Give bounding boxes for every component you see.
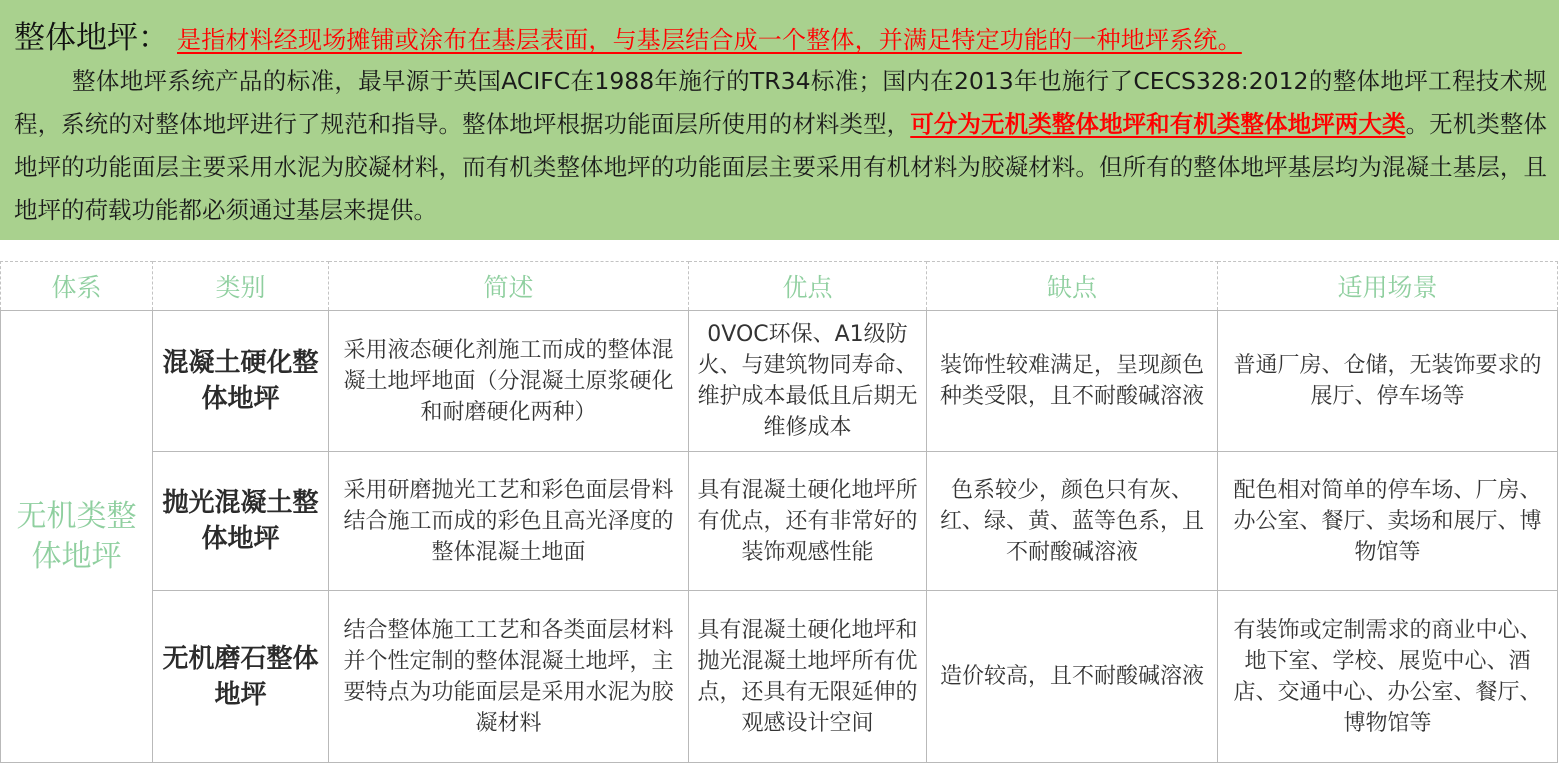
disadvantages-cell: 造价较高，且不耐酸碱溶液	[927, 591, 1218, 763]
header-description: 简述	[329, 262, 689, 311]
intro-panel	[0, 0, 1559, 240]
disadvantages-cell: 装饰性较难满足，呈现颜色种类受限，且不耐酸碱溶液	[927, 311, 1218, 452]
category-cell: 抛光混凝土整体地坪	[153, 452, 329, 591]
table-row	[1, 311, 1558, 452]
floor-system-table	[0, 261, 1558, 763]
header-scenarios: 适用场景	[1218, 262, 1558, 311]
intro-paragraph	[14, 60, 1547, 232]
header-disadvantages: 缺点	[927, 262, 1218, 311]
page-title: 整体地坪	[14, 20, 138, 56]
description-cell: 采用液态硬化剂施工而成的整体混凝土地坪地面（分混凝土原浆硬化和耐磨硬化两种）	[329, 311, 689, 452]
advantages-cell: 具有混凝土硬化地坪所有优点，还有非常好的装饰观感性能	[689, 452, 927, 591]
scenarios-cell: 普通厂房、仓储，无装饰要求的展厅、停车场等	[1218, 311, 1558, 452]
advantages-cell: 0VOC环保、A1级防火、与建筑物同寿命、维护成本最低且后期无维修成本	[689, 311, 927, 452]
table-row	[1, 591, 1558, 763]
paragraph-highlight: 可分为无机类整体地坪和有机类整体地坪两大类	[910, 110, 1406, 138]
paragraph-part-1: 整体地坪系统产品的标准，最早源于英国ACIFC在1988年施行的TR34标准；国内在2013年也施行了CECS328:2012的整体地坪工程技术规程，系统的对整体地坪进行了规范和指导。整体地坪根据功能面层所使用的材料类型，	[14, 67, 1547, 138]
description-cell: 采用研磨抛光工艺和彩色面层骨料结合施工而成的彩色且高光泽度的整体混凝土地面	[329, 452, 689, 591]
description-cell: 结合整体施工工艺和各类面层材料并个性定制的整体混凝土地坪，主要特点为功能面层是采用水泥为胶凝材料	[329, 591, 689, 763]
scenarios-cell: 有装饰或定制需求的商业中心、地下室、学校、展览中心、酒店、交通中心、办公室、餐厅、博物馆等	[1218, 591, 1558, 763]
paragraph-part-2: 。无机类整体地坪的功能面层主要采用水泥为胶凝材料，而有机类整体地坪的功能面层主要采用有机材料为胶凝材料。但所有的整体地坪基层均为混凝土基层，且地坪的荷载功能都必须通过基层来提供。	[14, 110, 1548, 224]
table-header-row	[1, 262, 1558, 311]
category-cell: 无机磨石整体地坪	[153, 591, 329, 763]
header-advantages: 优点	[689, 262, 927, 311]
disadvantages-cell: 色系较少，颜色只有灰、红、绿、黄、蓝等色系，且不耐酸碱溶液	[927, 452, 1218, 591]
advantages-cell: 具有混凝土硬化地坪和抛光混凝土地坪所有优点，还具有无限延伸的观感设计空间	[689, 591, 927, 763]
header-system: 体系	[1, 262, 153, 311]
table-row	[1, 452, 1558, 591]
category-cell: 混凝土硬化整体地坪	[153, 311, 329, 452]
definition-text: 是指材料经现场摊铺或涂布在基层表面，与基层结合成一个整体，并满足特定功能的一种地坪系统。	[177, 26, 1242, 54]
title-colon: ：	[138, 20, 169, 56]
title-line	[14, 12, 1547, 58]
scenarios-cell: 配色相对简单的停车场、厂房、办公室、餐厅、卖场和展厅、博物馆等	[1218, 452, 1558, 591]
system-cell: 无机类整体地坪	[1, 311, 153, 763]
header-category: 类别	[153, 262, 329, 311]
